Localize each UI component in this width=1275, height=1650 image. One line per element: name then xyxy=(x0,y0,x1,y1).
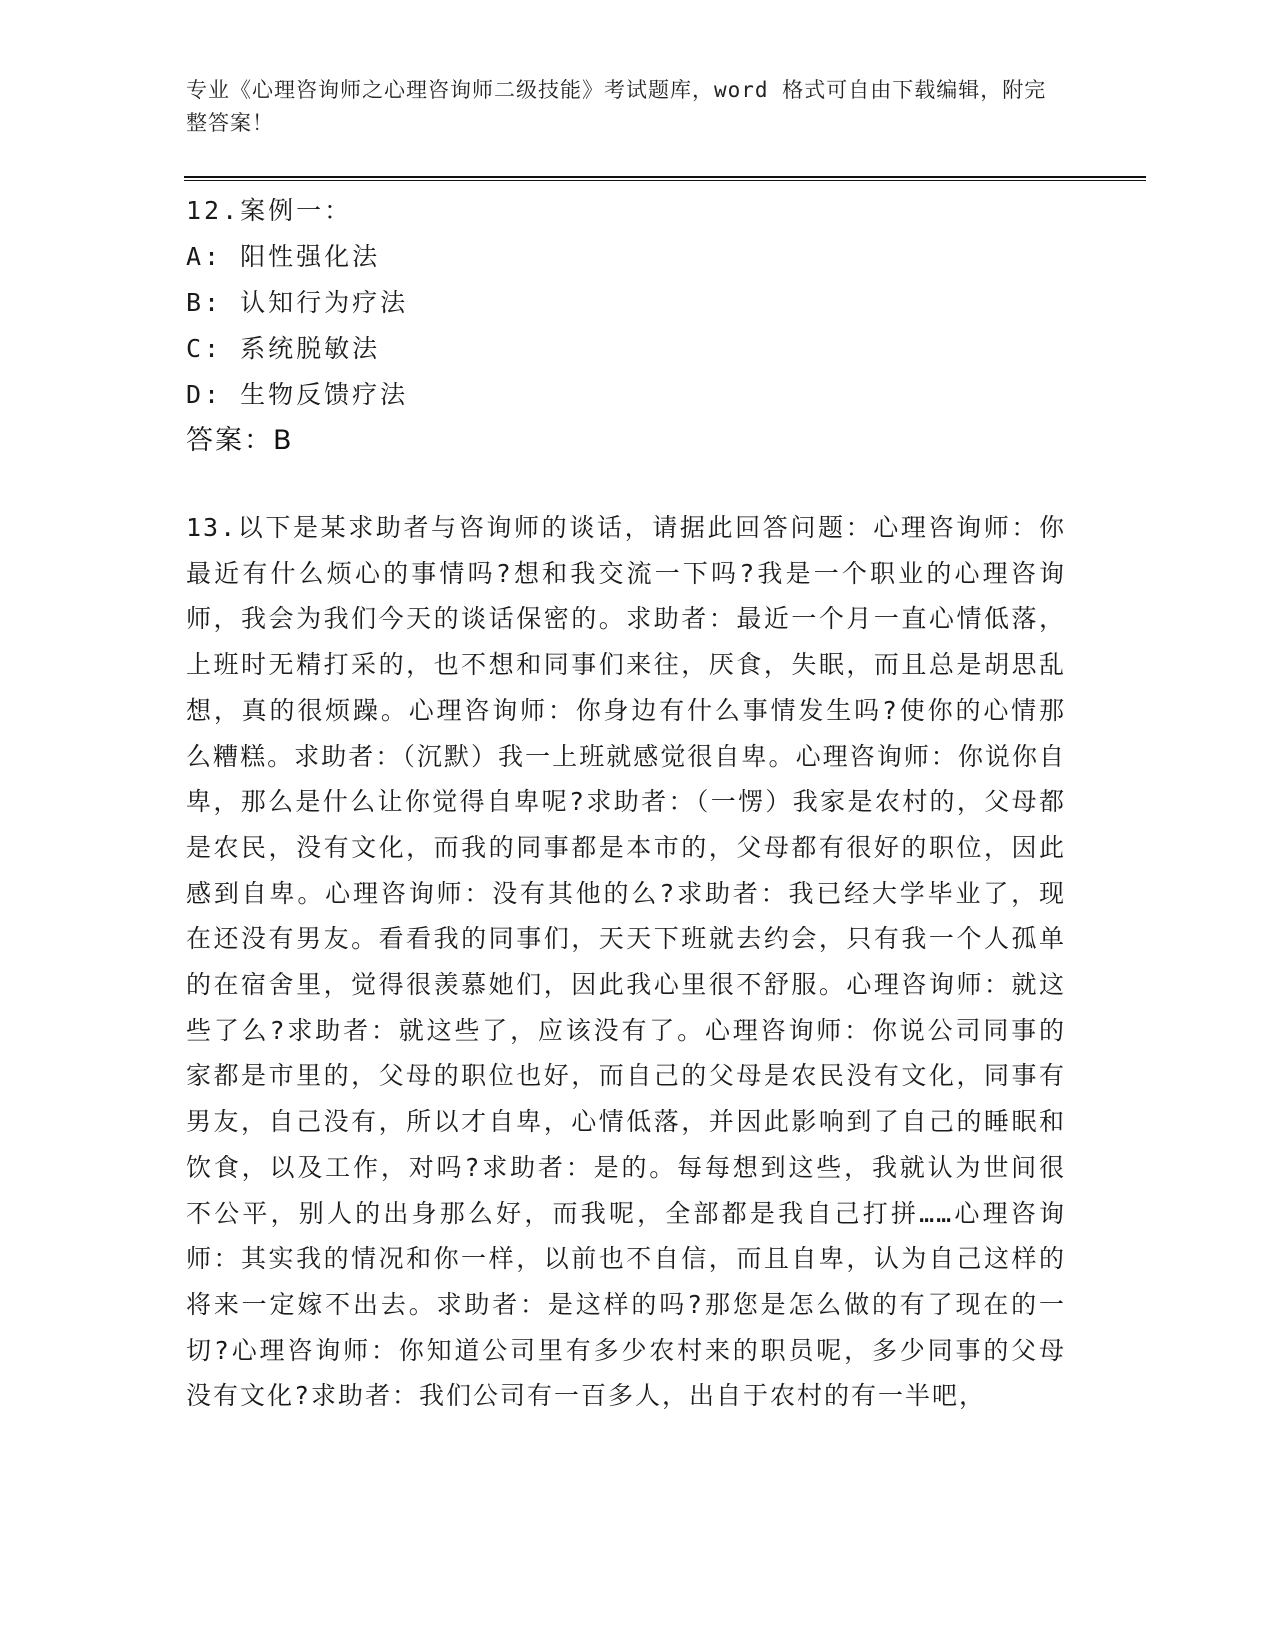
option-d: D: 生物反馈疗法 xyxy=(186,380,409,409)
question-13-text: 13.以下是某求助者与咨询师的谈话，请据此回答问题：心理咨询师：你最近有什么烦心的事情吗?想和我交流一下吗?我是一个职业的心理咨询师，我会为我们今天的谈话保密的。求助者：最近一个月一直心情低落，上班时无精打采的，也不想和同事们来往，厌食，失眠，而且总是胡思乱想，真的很烦躁。心理咨询师：你身边有什么事情发生吗?使你的心情那么糟糕。求助者：（沉默）我一上班就感觉很自卑。心理咨询师：你说你自卑，那么是什么让你觉得自卑呢?求助者：（一愣）我家是农村的，父母都是农民，没有文化，而我的同事都是本市的，父母都有很好的职位，因此感到自卑。心理咨询师：没有其他的么?求助者：我已经大学毕业了，现在还没有男友。看看我的同事们，天天下班就去约会，只有我一个人孤单的在宿舍里，觉得很羡慕她们，因此我心里很不舒服。心理咨询师：就这些了么?求助者：就这些了，应该没有了。心理咨询师：你说公司同事的家都是市里的，父母的职位也好，而自己的父母是农民没有文化，同事有男友，自己没有，所以才自卑，心情低落，并因此影响到了自己的睡眠和饮食，以及工作，对吗?求助者：是的。每每想到这些，我就认为世间很不公平，别人的出身那么好，而我呢，全部都是我自己打拼……心理咨询师：其实我的情况和你一样，以前也不自信，而且自卑，认为自己这样的将来一定嫁不出去。求助者：是这样的吗?那您是怎么做的有了现在的一切?心理咨询师：你知道公司里有多少农村来的职员呢，多少同事的父母没有文化?求助者：我们公司有一百多人，出自于农村的有一半吧， xyxy=(186,513,1066,1411)
question-12-answer: 答案：B xyxy=(186,425,294,456)
option-a: A: 阳性强化法 xyxy=(186,242,381,271)
question-12 xyxy=(186,188,1086,464)
document-header xyxy=(186,74,1066,140)
question-13 xyxy=(186,505,1066,1419)
option-b: B: 认知行为疗法 xyxy=(186,288,409,317)
header-text: 专业《心理咨询师之心理咨询师二级技能》考试题库，word 格式可自由下载编辑，附完整答案！ xyxy=(186,78,1047,135)
header-divider xyxy=(184,176,1146,181)
option-c: C: 系统脱敏法 xyxy=(186,334,381,363)
question-12-stem: 12.案例一： xyxy=(186,196,353,225)
